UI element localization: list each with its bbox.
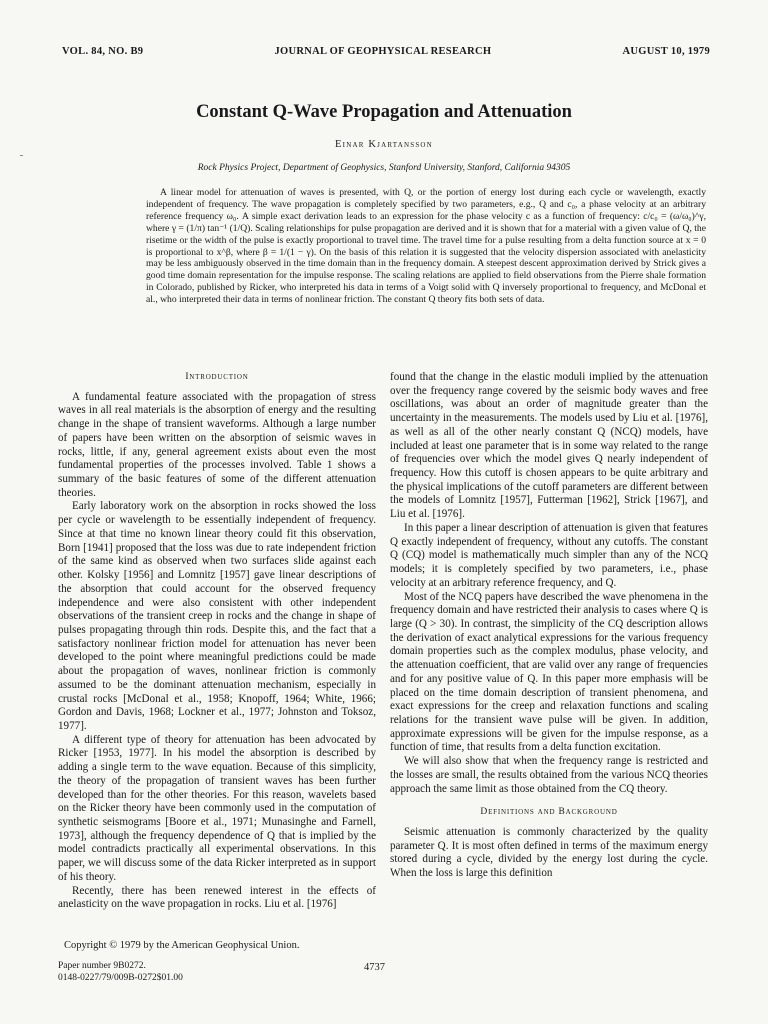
copyright-notice: Copyright © 1979 by the American Geophysical Union. (64, 940, 300, 951)
paper-footnote (58, 960, 183, 984)
margin-mark (20, 155, 23, 156)
paragraph: A fundamental feature associated with the propagation of stress waves in all real materials is the absorption of energy and the resulting change in the shape of transient waveforms. Although a large number of papers have been written on the absorption of seismic waves in rocks, little, if any, general agreement exists about even the most fundamental properties of the processes involved. Table 1 shows a summary of the basic features of some of the different attenuation theories. (58, 390, 376, 499)
volume-info: VOL. 84, NO. B9 (62, 46, 144, 57)
journal-name: JOURNAL OF GEOPHYSICAL RESEARCH (274, 46, 492, 57)
author-name: Einar Kjartansson (335, 139, 433, 150)
paragraph: found that the change in the elastic moduli implied by the attenuation over the frequency range covered by the seismic body waves and free oscillations, was about an order of magnitude greater than the uncertainty in the measurements. The models used by Liu et al. [1976], as well as all of the other nearly constant Q (NCQ) models, have included at least one parameter that is in some way related to the range of frequencies over which the model gives Q nearly independent of frequency. How this cutoff is chosen appears to be quite arbitrary and the physical implications of the cutoff parameters are different between the models of Lomnitz [1957], Futterman [1962], Strick [1967], and Liu et al. [1976]. (390, 371, 708, 521)
paper-title: Constant Q-Wave Propagation and Attenuation (196, 102, 572, 122)
issue-date: AUGUST 10, 1979 (622, 46, 710, 57)
paragraph: Recently, there has been renewed interest in the effects of anelasticity on the wave propagation in rocks. Liu et al. [1976] (58, 884, 376, 911)
paragraph: Seismic attenuation is commonly characterized by the quality parameter Q. It is most often defined in terms of the maximum energy stored during a cycle, divided by the energy lost during the cycle. When the loss is large this definition (390, 826, 708, 880)
abstract: A linear model for attenuation of waves is presented, with Q, or the portion of energy lost during each cycle or wavelength, exactly independent of frequency. The wave propagation is completely specified by two parameters, e.g., Q and c₀, a phase velocity at an arbitrary reference frequency ω₀. A simple exact derivation leads to an expression for the phase velocity c as a function of frequency: c/c₀ = (ω/ω₀)^γ, where γ = (1/π) tan⁻¹ (1/Q). Scaling relationships for pulse propagation are derived and it is shown that for a material with a given value of Q, the risetime or the width of the pulse is exactly proportional to travel time. The travel time for a pulse resulting from a delta function source at x = 0 is proportional to x^β, where β = 1/(1 − γ). On the basis of this relation it is suggested that the velocity dispersion associated with anelasticity may be less ambiguously observed in the time domain than in the frequency domain. A steepest descent approximation derived by Strick gives a good time domain representation for the impulse response. The scaling relations are applied to field observations from the Pierre shale formation in Colorado, published by Ricker, who interpreted his data in terms of a Voigt solid with Q inversely proportional to frequency, and McDonal et al., who interpreted their data in terms of nonlinear friction. The constant Q theory fits both sets of data. (146, 187, 706, 306)
page-number: 4737 (364, 962, 385, 973)
paper-number: Paper number 9B0272. (58, 961, 146, 971)
section-heading-introduction: Introduction (185, 372, 249, 382)
section-heading-definitions: Definitions and Background (480, 807, 618, 818)
running-header (62, 46, 710, 57)
paragraph: A different type of theory for attenuation has been advocated by Ricker [1953, 1977]. In his model the absorption is described by adding a single term to the wave equation. Because of this simplicity, the theory of the propagation of transient waves has been further developed than for the other theories. For this reason, wavelets based on the Ricker theory have been commonly used in the computation of synthetic seismograms [Boore et al., 1971; Munasinghe and Farnell, 1973], although the frequency dependence of Q that is implied by the model contradicts practically all experimental observations. In this paper, we will discuss some of the data Ricker interpreted as in support of his theory. (58, 733, 376, 883)
paragraph: In this paper a linear description of attenuation is given that features Q exactly independent of frequency, without any cutoffs. The constant Q (CQ) model is mathematically much simpler than any of the NCQ models; it is completely specified by two parameters, i.e., phase velocity at an arbitrary reference frequency, and Q. (390, 521, 708, 589)
author-affiliation: Rock Physics Project, Department of Geophysics, Stanford University, Stanford, California 94305 (197, 163, 571, 173)
paragraph: Early laboratory work on the absorption in rocks showed the loss per cycle or wavelength to be essentially independent of frequency. Since at that time no known linear theory could fit this observation, Born [1941] proposed that the loss was due to rate independent friction of the same kind as observed when two surfaces slide against each other. Kolsky [1956] and Lomnitz [1957] gave linear descriptions of the absorption that could account for the observed frequency independence and were also consistent with other independent observations of the transient creep in rocks and the change in shape of pulses propagating through thin rods. Despite this, and the fact that a satisfactory nonlinear friction model for attenuation has never been developed to the point where meaningful predictions could be made about the propagation of waves, nonlinear friction is commonly assumed to be the dominant attenuation mechanism, especially in crustal rocks [McDonal et al., 1958; Knopoff, 1964; White, 1966; Gordon and Davis, 1968; Lockner et al., 1977; Johnston and Toksoz, 1977]. (58, 500, 376, 732)
paper-code: 0148-0227/79/009B-0272$01.00 (58, 973, 183, 983)
paragraph: Most of the NCQ papers have described the wave phenomena in the frequency domain and have restricted their analysis to cases where Q is large (Q > 30). In contrast, the simplicity of the CQ description allows the derivation of exact analytical expressions for the various frequency domain properties such as the complex modulus, phase velocity, and the attenuation coefficient, that are valid over any range of frequencies and for any positive value of Q. In this paper more emphasis will be placed on the time domain description of transient phenomena, and exact expressions for the creep and relaxation functions and scaling relations for the transient wave pulse will be given. In addition, approximate expressions will be given for the impulse response, as a function of time, that results from a delta function excitation. (390, 590, 708, 754)
right-column (390, 371, 708, 881)
left-column (58, 371, 376, 912)
paragraph: We will also show that when the frequency range is restricted and the losses are small, the results obtained from the various NCQ theories approach the same limit as those obtained from the CQ theory. (390, 755, 708, 795)
